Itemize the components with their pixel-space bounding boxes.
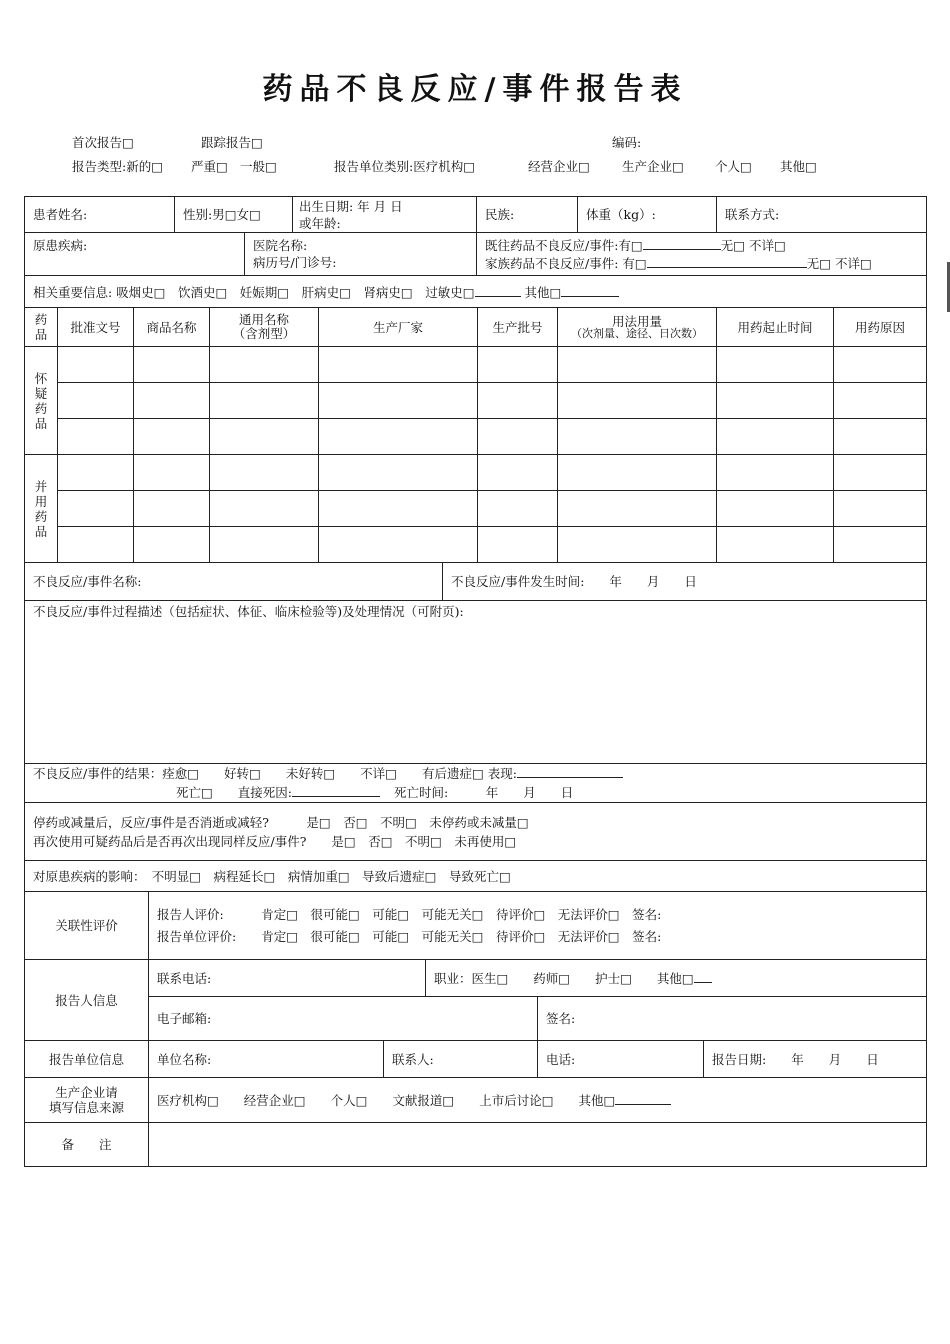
related-other-label: 其他□ xyxy=(524,284,562,300)
drug-cell[interactable] xyxy=(834,455,927,491)
drug-cell[interactable] xyxy=(834,491,927,527)
drug-cell[interactable] xyxy=(478,419,558,455)
dechallenge-question: 停药或减量后，反应/事件是否消逝或减轻? 是□ 否□ 不明□ 未停药或未减量□ xyxy=(33,814,529,830)
death-time-label: 死亡时间: 年 月 日 xyxy=(394,785,574,800)
unit-evaluation-line: 报告单位评价: 肯定□ 很可能□ 可能□ 可能无关□ 待评价□ 无法评价□ 签名: xyxy=(157,928,662,944)
source-label: 生产企业请 填写信息来源 xyxy=(25,1078,149,1123)
hospital-name-label: 医院名称: xyxy=(253,238,308,253)
drug-cell[interactable] xyxy=(717,491,834,527)
approval-number-header: 批准文号 xyxy=(58,308,134,347)
source-field[interactable] xyxy=(149,1078,927,1123)
original-disease-field[interactable]: 原患疾病: xyxy=(25,233,245,276)
contact-field[interactable]: 联系方式: xyxy=(717,197,927,233)
rechallenge-question: 再次使用可疑药品后是否再次出现同样反应/事件? 是□ 否□ 不明□ 未再使用□ xyxy=(33,833,517,849)
drug-cell[interactable] xyxy=(134,419,210,455)
drug-cell[interactable] xyxy=(319,491,478,527)
drug-cell[interactable] xyxy=(134,455,210,491)
remarks-label: 备 注 xyxy=(25,1123,149,1167)
drug-cell[interactable] xyxy=(319,455,478,491)
reporter-signature-field[interactable]: 签名: xyxy=(538,997,927,1041)
drug-cell[interactable] xyxy=(319,527,478,563)
followup-report-checkbox[interactable]: 跟踪报告□ xyxy=(201,135,263,150)
source-options: 医疗机构□ 经营企业□ 个人□ 文献报道□ 上市后讨论□ 其他□ xyxy=(157,1093,616,1108)
drug-cell[interactable] xyxy=(58,383,134,419)
drug-cell[interactable] xyxy=(319,419,478,455)
drug-cell[interactable] xyxy=(558,347,717,383)
concomitant-drugs-label: 并用药品 xyxy=(34,478,48,539)
adr-history-field[interactable] xyxy=(477,233,927,276)
relevance-evaluation-field[interactable] xyxy=(149,892,927,960)
reporter-evaluation-line: 报告人评价: 肯定□ 很可能□ 可能□ 可能无关□ 待评价□ 无法评价□ 签名: xyxy=(157,906,662,922)
drug-table xyxy=(24,307,927,563)
drug-cell[interactable] xyxy=(834,527,927,563)
drug-cell[interactable] xyxy=(558,491,717,527)
relevance-evaluation-label: 关联性评价 xyxy=(25,892,149,960)
drug-cell[interactable] xyxy=(58,527,134,563)
record-number-label: 病历号/门诊号: xyxy=(253,255,337,270)
drug-cell[interactable] xyxy=(478,347,558,383)
drug-cell[interactable] xyxy=(319,383,478,419)
drug-cell[interactable] xyxy=(834,419,927,455)
drug-cell[interactable] xyxy=(210,455,319,491)
patient-table xyxy=(24,196,927,233)
drug-cell[interactable] xyxy=(478,527,558,563)
report-type-general-checkbox[interactable]: 一般□ xyxy=(240,159,277,174)
event-name-field[interactable]: 不良反应/事件名称: xyxy=(25,563,443,601)
drug-cell[interactable] xyxy=(558,527,717,563)
unit-phone-field[interactable]: 电话: xyxy=(538,1041,704,1078)
drug-cell[interactable] xyxy=(717,455,834,491)
drug-cell[interactable] xyxy=(210,527,319,563)
unit-name-field[interactable]: 单位名称: xyxy=(149,1041,384,1078)
dosage-header: 用法用量 （次剂量、途径、日次数） xyxy=(558,308,717,347)
past-adr-options: 无□ 不详□ xyxy=(720,238,786,253)
drug-column-header: 药品 xyxy=(34,312,48,342)
age-label: 或年龄: xyxy=(299,215,341,231)
manufacturer-header: 生产厂家 xyxy=(319,308,478,347)
remarks-field[interactable] xyxy=(149,1123,927,1167)
reporter-occupation-field[interactable] xyxy=(426,960,927,997)
unit-info-label: 报告单位信息 xyxy=(25,1041,149,1078)
drug-cell[interactable] xyxy=(717,419,834,455)
drug-cell[interactable] xyxy=(717,527,834,563)
weight-field[interactable]: 体重（kg）: xyxy=(578,197,717,233)
event-description-field[interactable]: 不良反应/事件过程描述（包括症状、体征、临床检验等)及处理情况（可附页): xyxy=(25,601,927,764)
drug-cell[interactable] xyxy=(478,491,558,527)
occupation-options: 职业：医生□ 药师□ 护士□ 其他□ xyxy=(434,971,694,986)
reporter-phone-field[interactable]: 联系电话: xyxy=(149,960,426,997)
unit-category-other-checkbox[interactable]: 其他□ xyxy=(780,159,817,174)
drug-cell[interactable] xyxy=(134,347,210,383)
unit-contact-field[interactable]: 联系人: xyxy=(384,1041,538,1078)
past-adr-label: 既往药品不良反应/事件:有□ xyxy=(485,238,643,253)
reporter-email-field[interactable]: 电子邮箱: xyxy=(149,997,538,1041)
usage-period-header: 用药起止时间 xyxy=(717,308,834,347)
drug-cell[interactable] xyxy=(134,383,210,419)
unit-category-individual-checkbox[interactable]: 个人□ xyxy=(715,159,752,174)
drug-cell[interactable] xyxy=(834,383,927,419)
drug-cell[interactable] xyxy=(210,419,319,455)
birth-date-field[interactable] xyxy=(293,197,477,233)
family-adr-label: 家族药品不良反应/事件: 有□ xyxy=(485,256,647,271)
drug-cell[interactable] xyxy=(478,455,558,491)
sex-field[interactable]: 性别:男□女□ xyxy=(175,197,293,233)
drug-cell[interactable] xyxy=(58,491,134,527)
drug-cell[interactable] xyxy=(210,491,319,527)
patient-name-field[interactable]: 患者姓名: xyxy=(25,197,175,233)
suspect-drugs-label: 怀疑药品 xyxy=(34,370,48,431)
unit-category-manufacturer-checkbox[interactable]: 生产企业□ xyxy=(622,159,684,174)
reporter-info-label: 报告人信息 xyxy=(25,960,149,1041)
drug-cell[interactable] xyxy=(834,347,927,383)
drug-cell[interactable] xyxy=(478,383,558,419)
report-type-new-checkbox[interactable]: 报告类型:新的□ xyxy=(72,159,164,174)
drug-cell[interactable] xyxy=(319,347,478,383)
drug-cell[interactable] xyxy=(558,419,717,455)
first-report-checkbox[interactable]: 首次报告□ xyxy=(72,135,134,150)
drug-cell[interactable] xyxy=(134,491,210,527)
death-cause-label: 死亡□ 直接死因: xyxy=(176,785,293,800)
event-result-field[interactable] xyxy=(25,764,927,803)
family-adr-options: 无□ 不详□ xyxy=(806,256,872,271)
drug-cell[interactable] xyxy=(717,347,834,383)
unit-category-business-checkbox[interactable]: 经营企业□ xyxy=(528,159,590,174)
usage-reason-header: 用药原因 xyxy=(834,308,927,347)
trade-name-header: 商品名称 xyxy=(134,308,210,347)
report-date-field[interactable]: 报告日期: 年 月 日 xyxy=(704,1041,927,1078)
history-table xyxy=(24,232,927,308)
drug-cell[interactable] xyxy=(558,455,717,491)
report-type-serious-checkbox[interactable]: 严重□ xyxy=(191,159,228,174)
batch-number-header: 生产批号 xyxy=(478,308,558,347)
generic-name-header: 通用名称 （含剂型） xyxy=(210,308,319,347)
drug-cell[interactable] xyxy=(58,419,134,455)
event-table xyxy=(24,562,927,892)
birth-date-label: 出生日期: 年 月 日 xyxy=(299,198,403,214)
drug-cell[interactable] xyxy=(134,527,210,563)
drug-cell[interactable] xyxy=(717,383,834,419)
code-label: 编码: xyxy=(612,135,642,150)
related-info-label: 相关重要信息: 吸烟史□ 饮酒史□ 妊娠期□ 肝病史□ 肾病史□ 过敏史□ xyxy=(33,284,475,300)
hospital-field[interactable] xyxy=(245,233,477,276)
result-options: 不良反应/事件的结果：痊愈□ 好转□ 未好转□ 不详□ 有后遗症□ 表现: xyxy=(33,766,517,781)
drug-cell[interactable] xyxy=(210,383,319,419)
report-form xyxy=(24,196,926,1167)
challenge-field[interactable] xyxy=(25,803,927,861)
unit-category-medical-checkbox[interactable]: 报告单位类别:医疗机构□ xyxy=(334,159,476,174)
related-info-field[interactable] xyxy=(25,276,927,308)
evaluation-table xyxy=(24,891,927,1167)
drug-cell[interactable] xyxy=(558,383,717,419)
ethnicity-field[interactable]: 民族: xyxy=(477,197,578,233)
drug-cell[interactable] xyxy=(210,347,319,383)
drug-cell[interactable] xyxy=(58,455,134,491)
event-time-field[interactable]: 不良反应/事件发生时间: 年 月 日 xyxy=(443,563,927,601)
drug-cell[interactable] xyxy=(58,347,134,383)
form-title: 药品不良反应/事件报告表 xyxy=(262,72,688,107)
disease-impact-field[interactable]: 对原患疾病的影响： 不明显□ 病程延长□ 病情加重□ 导致后遗症□ 导致死亡□ xyxy=(25,861,927,892)
